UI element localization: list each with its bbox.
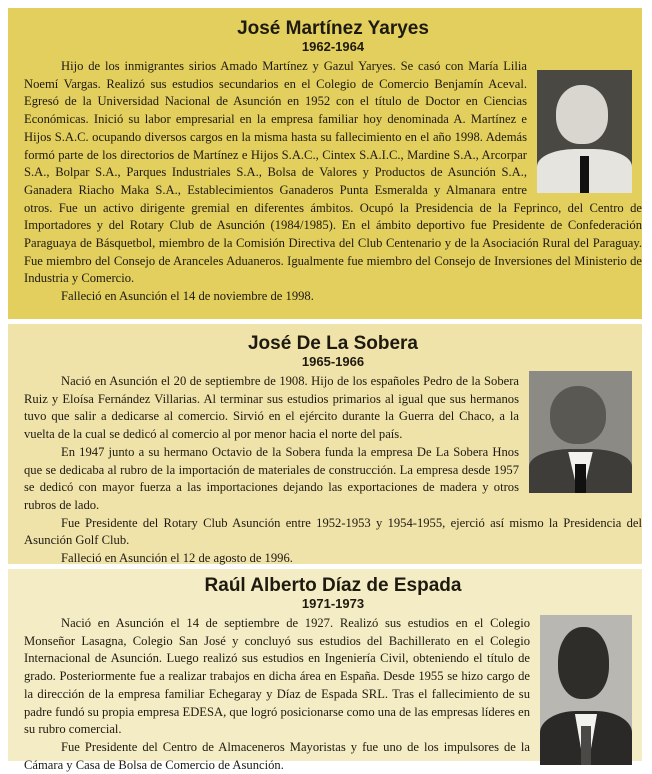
paragraph: Falleció en Asunción el 14 de noviembre de 1998.: [61, 289, 314, 304]
paragraph: Nació en Asunción el 20 de septiembre de 1908. Hijo de los españoles Pedro de la Sobera Ruiz y Eloísa Fernández Villarias. Al terminar sus estudios primarios al igual que sus hermanos tuvo que salir a dedicarse al comercio. Sirvió en el ejército durante la Guerra del Chaco, a la vuelta de la cual se dedicó al comercio al por menor hacia el norte del país.: [24, 374, 519, 442]
person-name: José De La Sobera: [247, 333, 419, 354]
biography-panel-3: [8, 569, 642, 772]
person-name: José Martínez Yaryes: [237, 18, 429, 39]
biography-text: [24, 58, 642, 306]
term-years: 1965-1966: [301, 354, 365, 369]
paragraph: Falleció en Asunción el 12 de agosto de 1996.: [61, 551, 293, 566]
term-years: 1962-1964: [301, 39, 365, 54]
person-name: Raúl Alberto Díaz de Espada: [204, 575, 462, 596]
paragraph: Fue Presidente del Rotary Club Asunción entre 1952-1953 y 1954-1955, ejerció así mismo la Presidencia del Asunción Golf Club.: [24, 515, 642, 548]
biography-panel-2: [8, 324, 642, 564]
portrait-photo: [529, 371, 632, 493]
term-years: 1971-1973: [301, 596, 365, 611]
portrait-photo: [540, 615, 632, 765]
portrait-photo: [537, 70, 632, 193]
paragraph: Hijo de los inmigrantes sirios Amado Martínez y Gazul Yaryes. Se casó con María Lilia Noemí Vargas. Realizó sus estudios secundarios en el Colegio de Comercio Benjamín Aceval. Egresó de la Universidad Nacional de Asunción en 1952 con el título de Doctor en Ciencias Económicas. Inició su labor empresarial en la empresa familiar hoy denominada A. Martínez e Hijos S.A.C. ocupando diversos cargos en la misma hasta su fallecimiento en el año 1998. Además formó parte de los directorios de Martínez e Hijos S.A.C., Cintex S.A.I.C., Mardine S.A., Arcorpar S.A., Bolpar S.A., Parques Industriales S.A., Bolsa de Valores y Productos de Asunción S.A., Ganadera Riacho Maka S.A., Establecimientos Ganaderos Punta Esmeralda y Almanara entre otros. Fue un activo dirigente gremial en diferentes ámbitos. Ocupó la Presidencia de la Feprinco, del Centro de Importadores y del Rotary Club de Asunción (1984/1985). En el ámbito deportivo fue Presidente de Confederación Paraguaya de Básquetbol, miembro de la Comisión Directiva del Club Centenario y de la Asociación Rural del Paraguay. Fue miembro del Consejo de Aranceles Aduaneros. Igualmente fue miembro del Consejo de Inversiones del Ministerio de Industria y Comercio.: [24, 59, 642, 286]
paragraph: Fue Presidente del Centro de Almaceneros Mayoristas y fue uno de los impulsores de la Cámara y Casa de Bolsa de Comercio de Asunción.: [24, 739, 530, 772]
biography-panel-1: [8, 8, 642, 319]
paragraph: Nació en Asunción el 14 de septiembre de 1927. Realizó sus estudios en el Colegio Monseñor Lasagna, Colegio San José y concluyó sus estudios del Bachillerato en el Colegio Internacional de Asunción. Luego realizó sus estudios en Ingeniería Civil, obteniendo el título de grado. Posteriormente fue a realizar trabajos en dicha área en España. Desde 1955 se hizo cargo de la dirección de la empresa familiar Echegaray y Díaz de Espada SRL. Tras el fallecimiento de su padre fundó su propia empresa EDESA, que logró posicionarse como una de las empresas líderes en su rubro comercial.: [24, 616, 530, 737]
biography-text: [24, 373, 642, 568]
paragraph: En 1947 junto a su hermano Octavio de la Sobera funda la empresa De La Sobera Hnos que se dedicaba al rubro de la importación de materiales de construcción. La empresa desde 1957 se dedicó con mayor fuerza a las importaciones dejando las exportaciones de madera y otros rubros de lado.: [24, 444, 519, 512]
biography-text: [24, 615, 642, 774]
